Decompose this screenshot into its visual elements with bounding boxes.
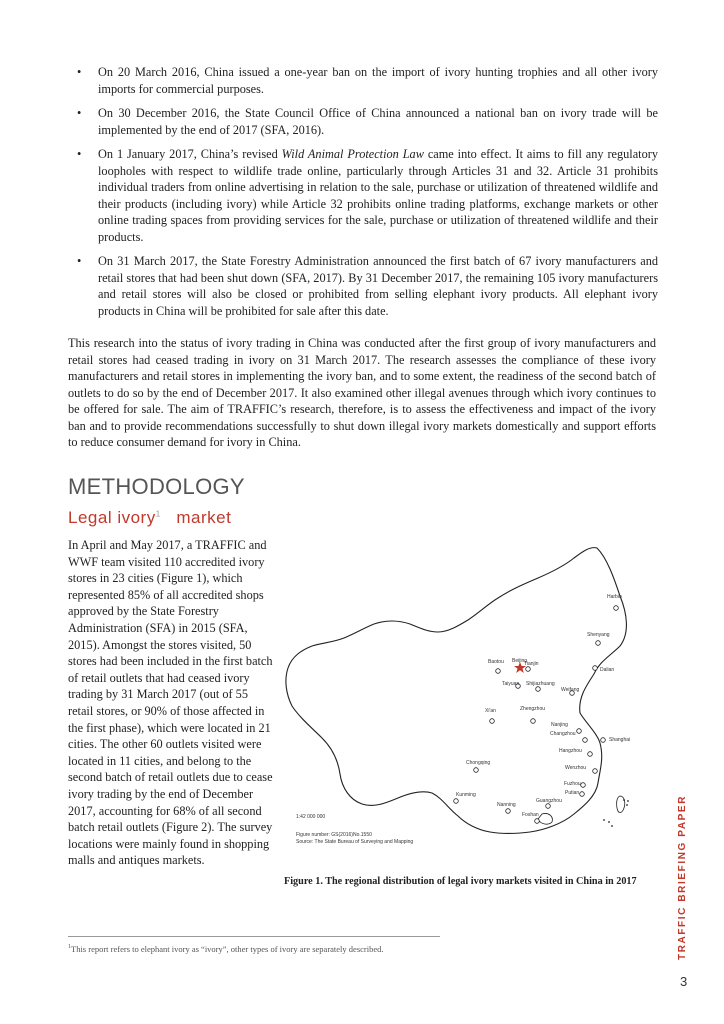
city-label: Kunming (456, 792, 476, 798)
city-label: Beijing (512, 658, 528, 664)
bullet-item: • On 1 January 2017, China’s revised Wild Animal Protection Law came into effect. It aims to fill any regulatory loopholes with respect to wildlife trade online, particularly through Articles 31 and 32. Article 31 prohibits individual traders from online advertising in relation to the sale, purchase or utilization of threatened wildlife and their products (including ivory) while Article 32 prohibits online trading platforms, exchange markets or other online trading spaces from providing services for the sale, purchase or utilization of threatened wildlife and their products. (77, 147, 658, 244)
city-markers (454, 606, 619, 824)
footnote-ref[interactable]: 1 (155, 509, 161, 519)
intro-paragraph: This research into the status of ivory trading in China was conducted after the first group of ivory manufacturers and retail stores had ceased trading in ivory on 31 March 2017. The research assesses the compliance of these ivory manufacturers and retail stores in implementing the ivory ban, and to some extent, the readiness of the second batch of outlets to do so by the end of December 2017. It also examined other illegal avenues through which ivory continues to be offered for sale. The aim of TRAFFIC’s research, therefore, is to assess the effectiveness and impact of the ivory ban and to provide recommendations successfully to shut down illegal ivory markets domestically and support efforts to reduce consumer demand for ivory in China. (68, 336, 656, 449)
city-label: Baotou (488, 659, 504, 665)
city-label: Nanning (497, 802, 516, 808)
city-label: Taiyuan (502, 681, 520, 687)
city-label: Changzhou (550, 731, 576, 737)
law-title: Wild Animal Protection Law (281, 147, 424, 161)
city-label: Tianjin (524, 661, 539, 667)
china-map (282, 538, 660, 878)
map-source: Source: The State Bureau of Surveying and Mapping (296, 839, 414, 845)
footnote: $^1$This report refers to elephant ivory as “ivory”, other types of ivory are separately described. (68, 944, 384, 954)
bullet-text: On 30 December 2016, the State Council Office of China announced a national ban on ivory trade will be implemented by the end of 2017 (SFA, 2016). (98, 106, 658, 137)
page-number: 3 (680, 974, 688, 989)
bullet-item: • On 31 March 2017, the State Forestry Administration announced the first batch of 67 ivory manufacturers and retail stores that had been shut down (SFA, 2017). By 31 December 2017, the remaining 105 ivory manufacturers and retail stores will also be closed or prohibited from selling elephant ivory products. All elephant ivory products in China will be prohibited for sale after this date. (77, 254, 658, 318)
city-label: Shenyang (587, 632, 610, 638)
map-figure-number: Figure number: GS(2016)No.1550 (296, 832, 372, 838)
city-label: Weifang (561, 687, 580, 693)
city-label: Shijiazhuang (526, 681, 555, 687)
city-label: Dalian (600, 667, 615, 673)
bullet-text-pre: On 1 January 2017, China’s revised (98, 147, 282, 161)
bullet-text-post: came into effect. It aims to fill any regulatory loopholes with respect to wildlife trade online, particularly through Articles 31 and 32. Article 31 prohibits individual traders from online advertising in relation to the sale, purchase or utilization of threatened wildlife and their products (including ivory) while Article 32 prohibits online trading platforms, exchange markets or other online trading spaces from providing services for the sale, purchase or utilization of threatened wildlife and their products. (98, 147, 658, 244)
city-label: Hangzhou (559, 748, 582, 754)
city-label: Harbin (607, 594, 622, 600)
city-label: Foshan (522, 812, 539, 818)
sidebar-label: TRAFFIC BRIEFING PAPER (677, 794, 688, 960)
bullet-item: • On 30 December 2016, the State Council Office of China announced a national ban on ivory trade will be implemented by the end of 2017 (SFA, 2016). (77, 106, 658, 137)
bullet-text: On 31 March 2017, the State Forestry Administration announced the first batch of 67 ivory manufacturers and retail stores that had been shut down (SFA, 2017). By 31 December 2017, the remaining 105 ivory manufacturers and retail stores will also be closed or prohibited from selling elephant ivory products. All elephant ivory products in China will be prohibited for sale after this date. (98, 254, 658, 318)
city-label: Chongqing (466, 760, 491, 766)
map-scale: 1:42 000 000 (296, 814, 326, 820)
city-label: Nanjing (551, 722, 568, 728)
city-label: Wenzhou (565, 765, 587, 771)
city-label: Guangzhou (536, 798, 562, 804)
figure-caption: Figure 1. The regional distribution of legal ivory markets visited in China in 2017 (284, 876, 637, 887)
subheading: Legal ivory$^1$ market (68, 508, 232, 527)
footnote-marker: 1 (68, 944, 71, 951)
taiwan-island (617, 796, 625, 813)
city-label: Zhengzhou (520, 706, 546, 712)
bullet-text: On 20 March 2016, China issued a one-year ban on the import of ivory hunting trophies and all other ivory imports for commercial purposes. (98, 65, 658, 96)
methodology-paragraph: In April and May 2017, a TRAFFIC and WWF team visited 110 accredited ivory stores in 23 cities (Figure 1), which represented 85% of all accredited shops approved by the State Forestry Administration (SFA) in 2015 (SFA, 2015). Amongst the stores visited, 50 stores had been included in the first batch of retail outlets that had ceased ivory trading by 31 March 2017 (out of 55 retail stores, or 90% of those affected in the first phase), which were located in 21 cities. The other 60 outlets visited were located in 11 cities, and belong to the second batch of retail outlets due to cease ivory trading by the end of December 2017, accounting for 68% of all second batch retail outlets (Figure 2). The survey locations were mainly found in shopping malls and antiques markets. (68, 538, 273, 868)
hainan-island (538, 813, 552, 824)
footnote-divider (68, 936, 440, 937)
city-label: Xi'an (485, 708, 496, 714)
city-label: Shanghai (609, 737, 631, 743)
city-labels (456, 594, 630, 818)
city-label: Fuzhou (564, 781, 581, 787)
bullet-item: • On 20 March 2016, China issued a one-year ban on the import of ivory hunting trophies and all other ivory imports for commercial purposes. (77, 65, 658, 96)
bullet-list (68, 64, 658, 327)
section-heading: METHODOLOGY (68, 474, 245, 499)
city-label: Putian (565, 790, 580, 796)
